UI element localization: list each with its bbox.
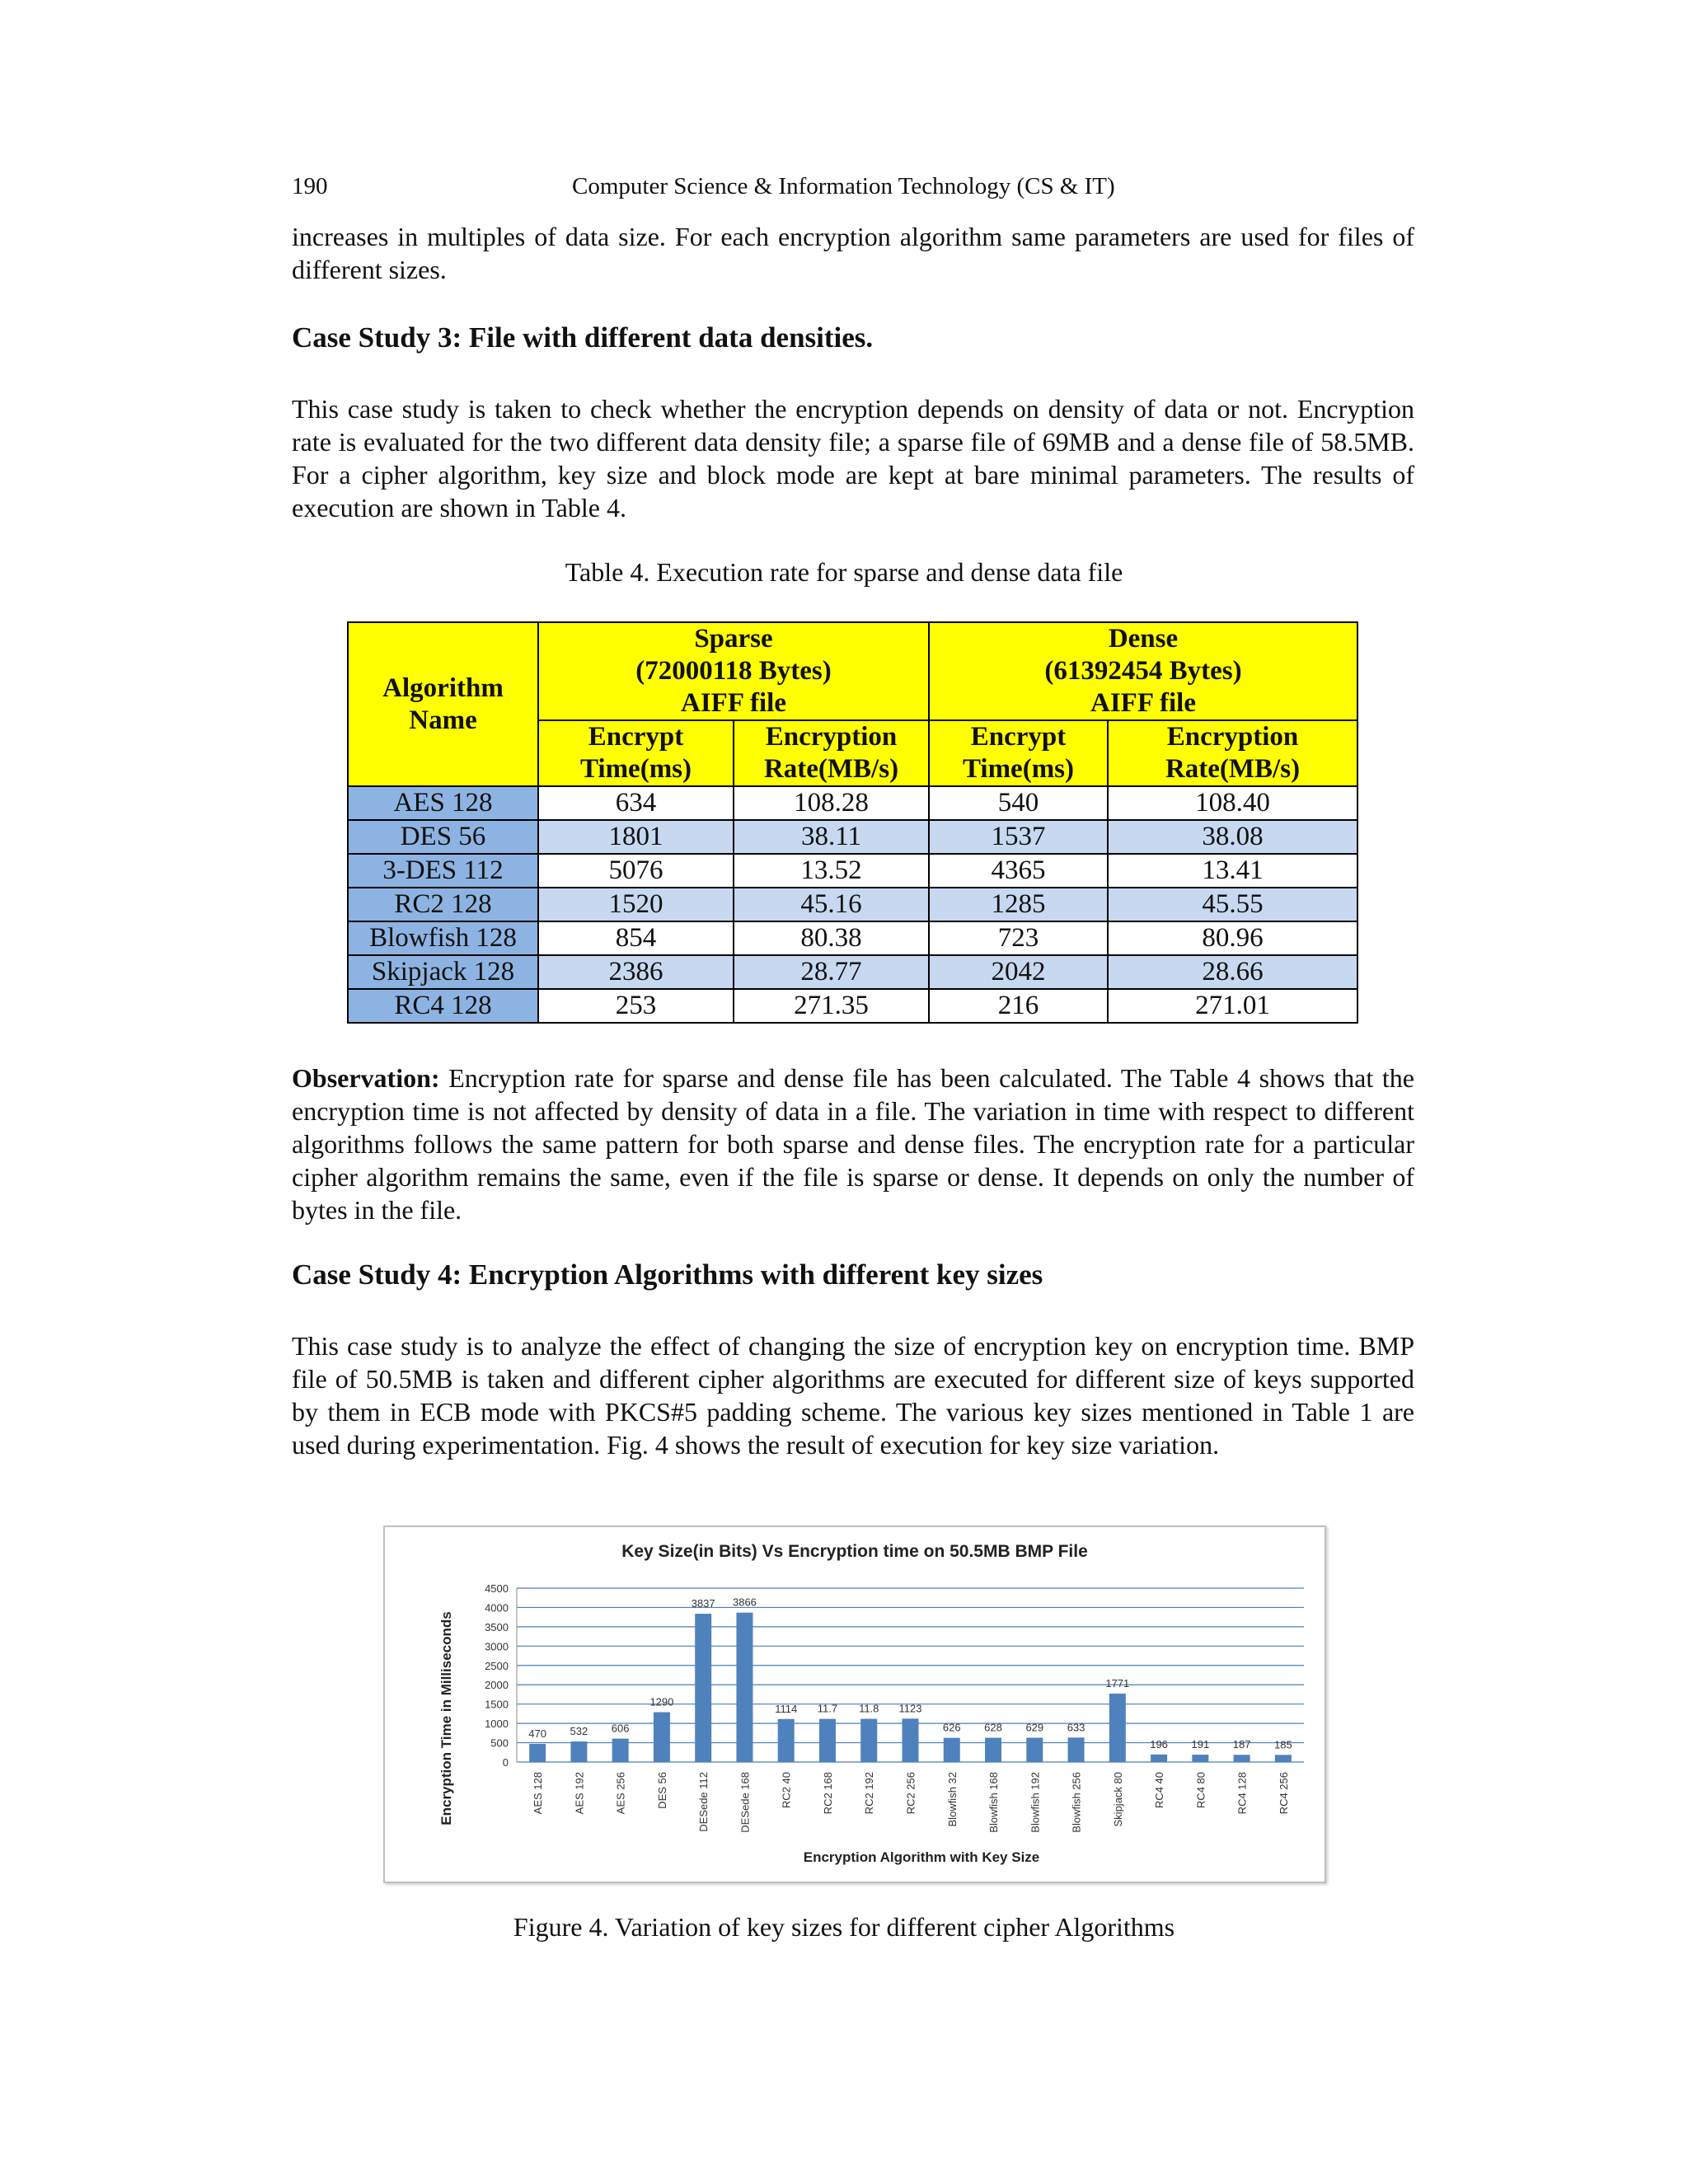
bar (529, 1744, 546, 1762)
observation-text: Encryption rate for sparse and dense file has been calculated. The Table 4 shows that the encryption time is not affected by density of data in a file. The variation in time with respect to different algorithms follows the same pattern for both sparse and dense files. The encryption rate for a particular cipher algorithm remains the same, even if the file is sparse or dense. It depends on only the number of bytes in the file. (292, 1063, 1414, 1225)
bar (1234, 1755, 1250, 1762)
sparse-time-cell: 5076 (538, 854, 734, 888)
dense-time-cell: 1537 (929, 820, 1108, 854)
dense-rate-cell: 13.41 (1108, 854, 1357, 888)
table4 (347, 621, 1358, 1024)
x-tick-label: RC2 256 (904, 1772, 917, 1815)
y-tick-label: 2000 (485, 1679, 509, 1692)
data-label: 470 (528, 1727, 546, 1740)
sparse-time-cell: 2386 (538, 955, 734, 989)
bar (778, 1719, 795, 1762)
bar (1151, 1755, 1167, 1762)
sparse-rate-cell: 45.16 (734, 888, 929, 921)
bar (570, 1741, 587, 1762)
x-tick-label: RC4 256 (1277, 1772, 1290, 1815)
sparse-time-cell: 634 (538, 786, 734, 820)
figure4-caption: Figure 4. Variation of key sizes for different cipher Algorithms (513, 1912, 1175, 1942)
algorithm-cell: AES 128 (348, 786, 538, 820)
x-tick-label: DESede 112 (697, 1772, 710, 1832)
x-tick-label: Blowfish 192 (1029, 1772, 1042, 1833)
x-tick-label: DES 56 (655, 1772, 668, 1809)
x-tick-label: RC4 128 (1236, 1772, 1249, 1815)
data-label: 11.8 (859, 1702, 879, 1715)
intro-paragraph: increases in multiples of data size. For each encryption algorithm same parameters are used for files of different sizes. (292, 222, 1414, 284)
bar (944, 1738, 960, 1762)
sparse-rate-cell: 38.11 (734, 820, 929, 854)
y-tick-label: 0 (502, 1756, 509, 1769)
data-label: 628 (984, 1721, 1002, 1734)
y-tick-label: 1500 (485, 1698, 509, 1711)
bar (612, 1739, 629, 1762)
case-study-4-heading: Case Study 4: Encryption Algorithms with different key sizes (292, 1258, 1043, 1291)
x-tick-label: RC4 40 (1153, 1772, 1166, 1809)
data-label: 629 (1025, 1721, 1044, 1734)
data-label: 3866 (732, 1596, 757, 1609)
bar (654, 1713, 670, 1762)
y-tick-label: 2500 (485, 1659, 509, 1672)
algorithm-cell: RC4 128 (348, 989, 538, 1023)
sparse-rate-cell: 271.35 (734, 989, 929, 1023)
dense-rate-cell: 271.01 (1108, 989, 1357, 1023)
x-tick-label: RC4 80 (1194, 1772, 1207, 1809)
sparse-rate-cell: 108.28 (734, 786, 929, 820)
dense-time-cell: 216 (929, 989, 1108, 1023)
dense-time-cell: 1285 (929, 888, 1108, 921)
dense-rate-cell: 28.66 (1108, 955, 1357, 989)
bar-chart (385, 1527, 1325, 1882)
x-tick-label: Skipjack 80 (1111, 1772, 1124, 1827)
y-tick-label: 3500 (485, 1620, 509, 1633)
bar (860, 1719, 877, 1762)
x-tick-label: RC2 192 (863, 1772, 876, 1815)
data-label: 196 (1150, 1737, 1168, 1750)
bar (1109, 1694, 1126, 1762)
dense-rate-cell: 108.40 (1108, 786, 1357, 820)
table-row (348, 854, 1357, 888)
case-study-4-paragraph: This case study is to analyze the effect of changing the size of encryption key on encryption time. BMP file of 50.5MB is taken and different cipher algorithms are executed for different size of keys supported by them in ECB mode with PKCS#5 padding scheme. The various key sizes mentioned in Table 1 are used during experimentation. Fig. 4 shows the result of execution for key size variation. (292, 1331, 1414, 1460)
data-label: 191 (1191, 1738, 1210, 1751)
y-tick-label: 4500 (485, 1582, 509, 1595)
page-number: 190 (292, 173, 328, 199)
algorithm-cell: RC2 128 (348, 888, 538, 921)
dense-rate-cell: 38.08 (1108, 820, 1357, 854)
data-label: 606 (611, 1722, 630, 1735)
table-row (348, 888, 1357, 921)
data-label: 187 (1232, 1738, 1251, 1751)
data-label: 3837 (691, 1597, 715, 1610)
dense-time-cell: 723 (929, 921, 1108, 955)
sparse-time-cell: 854 (538, 921, 734, 955)
algorithm-cell: Blowfish 128 (348, 921, 538, 955)
sparse-time-cell: 1520 (538, 888, 734, 921)
dense-time-header: Encrypt Time(ms) (929, 720, 1108, 786)
y-tick-label: 3000 (485, 1640, 509, 1653)
sparse-rate-header: Encryption Rate(MB/s) (734, 720, 929, 786)
y-tick-label: 4000 (485, 1601, 509, 1615)
table-row (348, 820, 1357, 854)
bar (1026, 1738, 1043, 1762)
sparse-header: Sparse (72000118 Bytes) AIFF file (538, 622, 929, 720)
data-label: 185 (1274, 1738, 1292, 1751)
chart-title: Key Size(in Bits) Vs Encryption time on 50.5MB BMP File (621, 1542, 1088, 1561)
bar (819, 1719, 836, 1762)
table-row (348, 786, 1357, 820)
data-label: 633 (1067, 1721, 1085, 1734)
sparse-time-header: Encrypt Time(ms) (538, 720, 734, 786)
data-label: 1290 (649, 1695, 674, 1708)
figure-4-chart (383, 1526, 1326, 1883)
x-tick-label: AES 256 (614, 1772, 627, 1815)
bar (903, 1718, 919, 1762)
bar (695, 1614, 711, 1762)
chart-y-axis-label: Encryption Time in Milliseconds (438, 1611, 454, 1825)
x-tick-label: RC2 168 (821, 1772, 834, 1815)
table4-caption: Table 4. Execution rate for sparse and dense data file (565, 557, 1123, 587)
dense-rate-cell: 80.96 (1108, 921, 1357, 955)
bar (1068, 1737, 1085, 1762)
data-label: 1771 (1105, 1676, 1130, 1690)
bar (736, 1613, 753, 1762)
data-label: 532 (570, 1725, 588, 1738)
running-title: Computer Science & Information Technology (CS & IT) (572, 173, 1115, 199)
table-row (348, 989, 1357, 1023)
chart-x-axis-label: Encryption Algorithm with Key Size (803, 1849, 1040, 1865)
sparse-time-cell: 1801 (538, 820, 734, 854)
x-tick-label: AES 128 (532, 1772, 545, 1815)
dense-rate-cell: 45.55 (1108, 888, 1357, 921)
bar (1275, 1755, 1292, 1762)
dense-time-cell: 4365 (929, 854, 1108, 888)
x-tick-label: AES 192 (573, 1772, 586, 1815)
data-label: 1123 (898, 1702, 922, 1715)
sparse-rate-cell: 80.38 (734, 921, 929, 955)
table-row (348, 921, 1357, 955)
dense-rate-header: Encryption Rate(MB/s) (1108, 720, 1357, 786)
dense-header: Dense (61392454 Bytes) AIFF file (929, 622, 1357, 720)
dense-time-cell: 540 (929, 786, 1108, 820)
y-tick-label: 1000 (485, 1718, 509, 1731)
observation-paragraph (292, 1062, 1414, 1226)
page-header (292, 173, 1414, 206)
bar (1192, 1755, 1208, 1762)
case-study-3-paragraph: This case study is taken to check whether the encryption depends on density of data or not. Encryption rate is evaluated for the two different data density file; a sparse file of 69MB and a dense file of 58.5MB. For a cipher algorithm, key size and block mode are kept at bare minimal parameters. The results of execution are shown in Table 4. (292, 394, 1414, 523)
data-label: 11.7 (817, 1702, 838, 1715)
algorithm-name-header: Algorithm Name (348, 622, 538, 786)
data-label: 626 (942, 1721, 961, 1734)
sparse-rate-cell: 28.77 (734, 955, 929, 989)
algorithm-cell: 3-DES 112 (348, 854, 538, 888)
data-label: 1114 (775, 1702, 798, 1715)
x-tick-label: RC2 40 (780, 1772, 793, 1809)
sparse-rate-cell: 13.52 (734, 854, 929, 888)
observation-label: Observation: (292, 1063, 440, 1093)
case-study-3-heading: Case Study 3: File with different data densities. (292, 321, 874, 354)
algorithm-cell: Skipjack 128 (348, 955, 538, 989)
table-row (348, 955, 1357, 989)
x-tick-label: Blowfish 32 (945, 1772, 959, 1827)
x-tick-label: Blowfish 256 (1070, 1772, 1083, 1833)
algorithm-cell: DES 56 (348, 820, 538, 854)
x-tick-label: Blowfish 168 (987, 1772, 1001, 1833)
dense-time-cell: 2042 (929, 955, 1108, 989)
bar (985, 1738, 1001, 1762)
sparse-time-cell: 253 (538, 989, 734, 1023)
y-tick-label: 500 (490, 1736, 509, 1750)
x-tick-label: DESede 168 (738, 1772, 752, 1833)
